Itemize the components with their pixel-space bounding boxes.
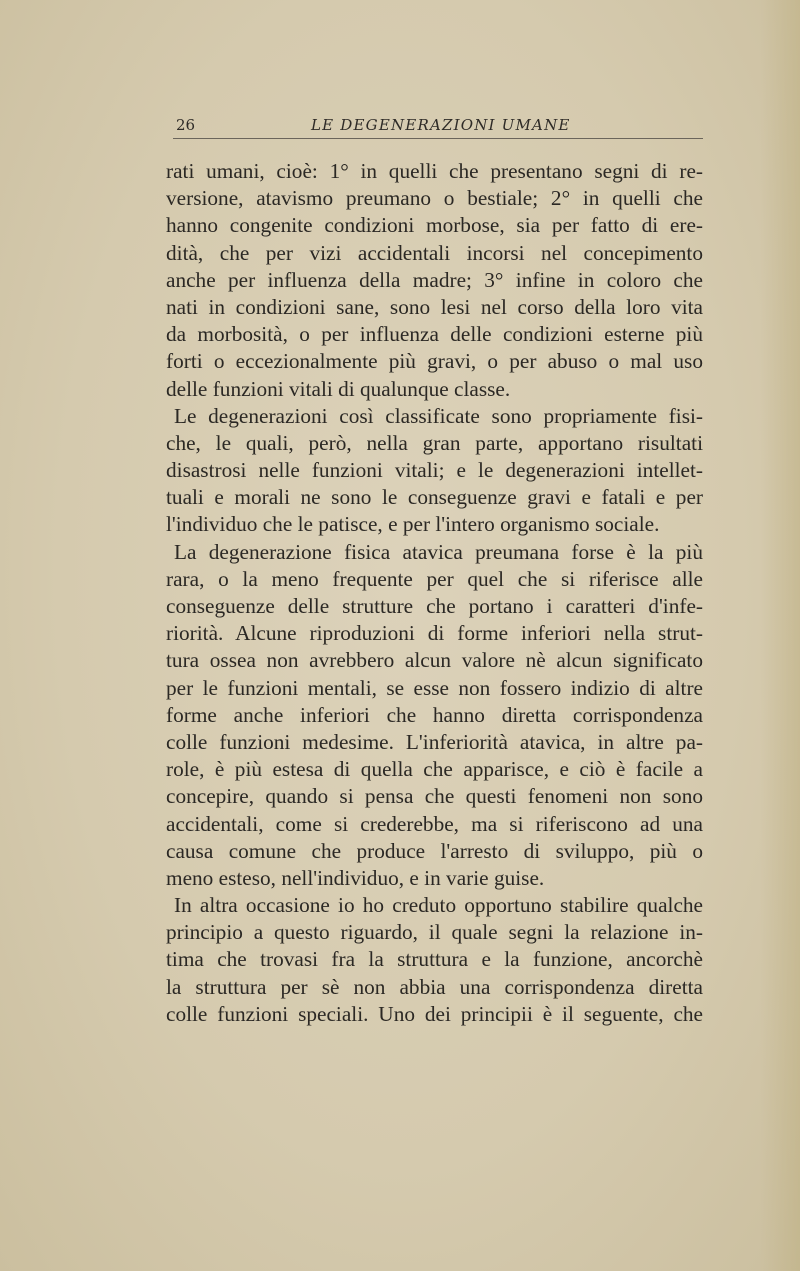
text-line: l'individuo che le patisce, e per l'intero organismo sociale. [166, 512, 660, 537]
text-line: nati in condizioni sane, sono lesi nel corso della loro vita [166, 294, 703, 319]
body-text [166, 158, 703, 1028]
page-number: 26 [176, 116, 196, 134]
text-line: In altra occasione io ho creduto opportuno stabilire qualche [174, 893, 703, 918]
page-edge-shadow [760, 0, 800, 1271]
text-line: dità, che per vizi accidentali incorsi nel concepimento [166, 240, 703, 265]
text-line: tura ossea non avrebbero alcun valore nè alcun significato [166, 648, 703, 673]
text-line: versione, atavismo preumano o bestiale; 2° in quelli che [166, 186, 703, 211]
running-header [173, 116, 703, 139]
text-line: forti o eccezionalmente più gravi, o per abuso o mal uso [166, 349, 703, 374]
text-line: tima che trovasi fra la struttura e la funzione, ancorchè [166, 947, 703, 972]
text-line: causa comune che produce l'arresto di sviluppo, più o [166, 838, 703, 863]
text-line: meno esteso, nell'individuo, e in varie guise. [166, 865, 545, 890]
text-line: anche per influenza della madre; 3° infine in coloro che [166, 267, 703, 292]
text-line: rara, o la meno frequente per quel che si riferisce alle [166, 566, 703, 591]
text-line: conseguenze delle strutture che portano i caratteri d'infe- [166, 594, 703, 618]
text-line: delle funzioni vitali di qualunque classe. [166, 376, 511, 401]
running-title: LE DEGENERAZIONI UMANE [311, 116, 571, 134]
text-line: Le degenerazioni così classificate sono propriamente fisi- [174, 403, 703, 428]
text-line: rati umani, cioè: 1° in quelli che presentano segni di re- [166, 159, 703, 183]
text-line: concepire, quando si pensa che questi fenomeni non sono [166, 784, 703, 809]
text-line: che, le quali, però, nella gran parte, apportano risultati [166, 430, 703, 455]
text-line: hanno congenite condizioni morbose, sia per fatto di ere- [166, 213, 703, 238]
text-line: tuali e morali ne sono le conseguenze gravi e fatali e per [166, 485, 703, 510]
text-line: colle funzioni medesime. L'inferiorità atavica, in altre pa- [166, 729, 703, 754]
text-line: per le funzioni mentali, se esse non fossero indizio di altre [166, 675, 703, 700]
text-line: riorità. Alcune riproduzioni di forme inferiori nella strut- [166, 621, 703, 646]
text-line: principio a questo riguardo, il quale segni la relazione in- [166, 920, 703, 945]
text-line: accidentali, come si crederebbe, ma si riferiscono ad una [166, 811, 703, 836]
text-line: la struttura per sè non abbia una corrispondenza diretta [166, 974, 703, 999]
text-line: colle funzioni speciali. Uno dei principii è il seguente, che [166, 1001, 703, 1026]
text-line: role, è più estesa di quella che apparisce, e ciò è facile a [166, 757, 703, 782]
text-line: La degenerazione fisica atavica preumana forse è la più [174, 539, 703, 564]
text-line: forme anche inferiori che hanno diretta corrispondenza [166, 702, 703, 727]
text-line: da morbosità, o per influenza delle condizioni esterne più [166, 322, 703, 347]
text-line: disastrosi nelle funzioni vitali; e le degenerazioni intellet- [166, 458, 703, 483]
